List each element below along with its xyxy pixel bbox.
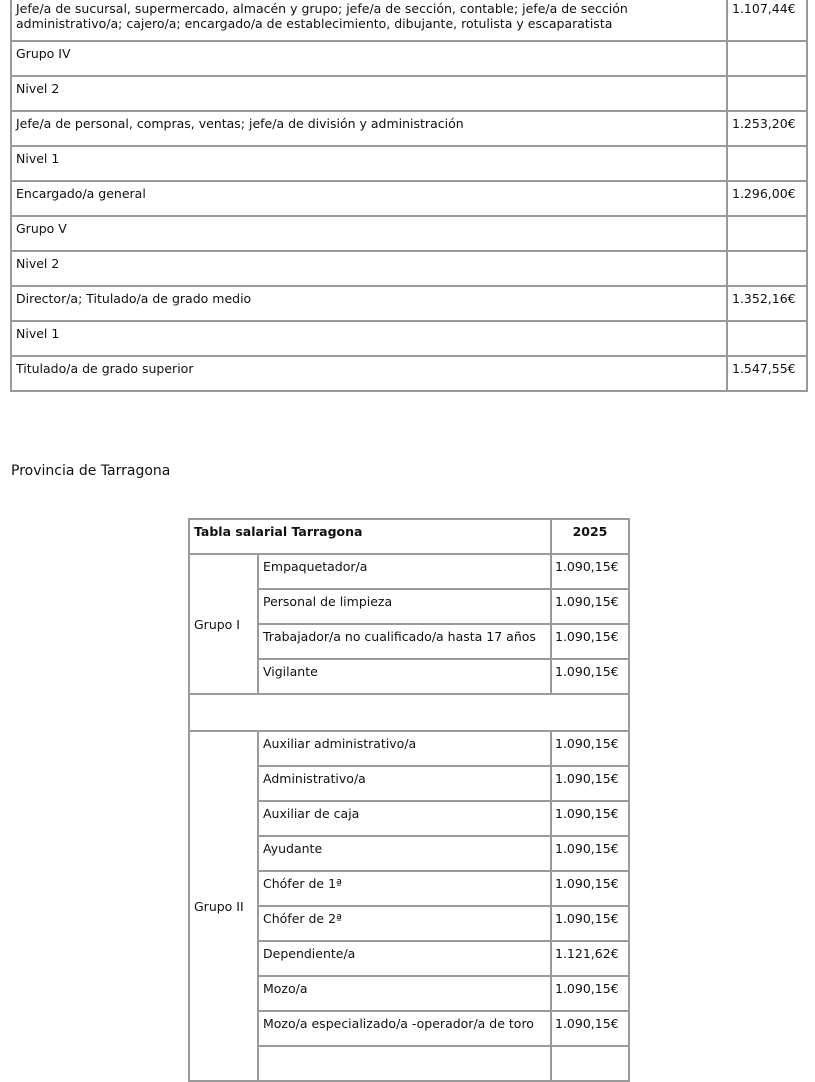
table-row bbox=[12, 112, 806, 147]
table-row bbox=[12, 42, 806, 77]
salary-value bbox=[728, 322, 806, 357]
job-label: Director/a; Titulado/a de grado medio bbox=[12, 287, 728, 322]
group-label: Grupo V bbox=[12, 217, 728, 252]
year-header: 2025 bbox=[552, 520, 628, 555]
group-label: Grupo II bbox=[190, 732, 259, 1082]
level-label: Nivel 2 bbox=[12, 252, 728, 287]
table-row bbox=[12, 77, 806, 112]
job-label: Chófer de 2ª bbox=[259, 907, 552, 942]
province-heading: Provincia de Tarragona bbox=[11, 463, 171, 479]
salary-value: 1.090,15€ bbox=[552, 732, 628, 767]
salary-value bbox=[728, 147, 806, 182]
salary-value: 1.090,15€ bbox=[552, 837, 628, 872]
salary-value: 1.090,15€ bbox=[552, 872, 628, 907]
salary-value: 1.090,15€ bbox=[552, 767, 628, 802]
job-label: Personal de limpieza bbox=[259, 590, 552, 625]
table-row bbox=[190, 732, 628, 767]
table-row bbox=[12, 182, 806, 217]
salary-value: 1.090,15€ bbox=[552, 660, 628, 695]
salary-value bbox=[552, 1047, 628, 1082]
job-label: Titulado/a de grado superior bbox=[12, 357, 728, 390]
table-row bbox=[12, 147, 806, 182]
spacer-cell bbox=[190, 695, 628, 732]
job-label: Dependiente/a bbox=[259, 942, 552, 977]
salary-value: 1.296,00€ bbox=[728, 182, 806, 217]
salary-value: 1.253,20€ bbox=[728, 112, 806, 147]
job-label: Auxiliar de caja bbox=[259, 802, 552, 837]
job-label: Jefe/a de personal, compras, ventas; jefe/a de división y administración bbox=[12, 112, 728, 147]
table-title: Tabla salarial Tarragona bbox=[190, 520, 552, 555]
salary-table-tarragona bbox=[188, 518, 630, 1082]
job-label: Vigilante bbox=[259, 660, 552, 695]
salary-value: 1.090,15€ bbox=[552, 977, 628, 1012]
salary-value: 1.547,55€ bbox=[732, 361, 796, 376]
level-label: Nivel 1 bbox=[12, 147, 728, 182]
job-label: Mozo/a especializado/a -operador/a de toro bbox=[259, 1012, 552, 1047]
salary-value: 1.090,15€ bbox=[552, 625, 628, 660]
salary-value bbox=[728, 217, 806, 252]
spacer-row bbox=[190, 695, 628, 732]
job-label: Auxiliar administrativo/a bbox=[259, 732, 552, 767]
table-row bbox=[12, 0, 806, 42]
group-label: Grupo IV bbox=[12, 42, 728, 77]
salary-value: 1.352,16€ bbox=[728, 287, 806, 322]
table-row bbox=[12, 217, 806, 252]
table-row bbox=[190, 555, 628, 590]
level-label: Nivel 1 bbox=[12, 322, 728, 357]
job-label: Administrativo/a bbox=[259, 767, 552, 802]
table-row bbox=[12, 287, 806, 322]
salary-value: 1.090,15€ bbox=[552, 590, 628, 625]
salary-value: 1.090,15€ bbox=[552, 907, 628, 942]
table-header-row bbox=[190, 520, 628, 555]
salary-value bbox=[728, 252, 806, 287]
salary-value bbox=[728, 42, 806, 77]
job-label: Chófer de 1ª bbox=[259, 872, 552, 907]
salary-value: 1.090,15€ bbox=[552, 802, 628, 837]
job-label: Mozo/a bbox=[259, 977, 552, 1012]
salary-value bbox=[728, 77, 806, 112]
salary-value: 1.090,15€ bbox=[552, 555, 628, 590]
salary-table-previous-province bbox=[10, 0, 808, 392]
level-label: Nivel 2 bbox=[12, 77, 728, 112]
table-row bbox=[12, 252, 806, 287]
job-label: Trabajador/a no cualificado/a hasta 17 años bbox=[259, 625, 552, 660]
salary-value: 1.121,62€ bbox=[552, 942, 628, 977]
job-label: Ayudante bbox=[259, 837, 552, 872]
salary-value: 1.090,15€ bbox=[552, 1012, 628, 1047]
table-row bbox=[12, 357, 806, 390]
salary-value: 1.107,44€ bbox=[728, 0, 806, 42]
job-label bbox=[259, 1047, 552, 1082]
job-label: Jefe/a de sucursal, supermercado, almacén y grupo; jefe/a de sección, contable; jefe/a de sección administrativo/a; cajero/a; encargado/a de establecimiento, dibujante, rotulista y escaparatista bbox=[12, 0, 728, 42]
job-label: Encargado/a general bbox=[12, 182, 728, 217]
group-label: Grupo I bbox=[190, 555, 259, 695]
job-label: Empaquetador/a bbox=[259, 555, 552, 590]
table-row bbox=[12, 322, 806, 357]
